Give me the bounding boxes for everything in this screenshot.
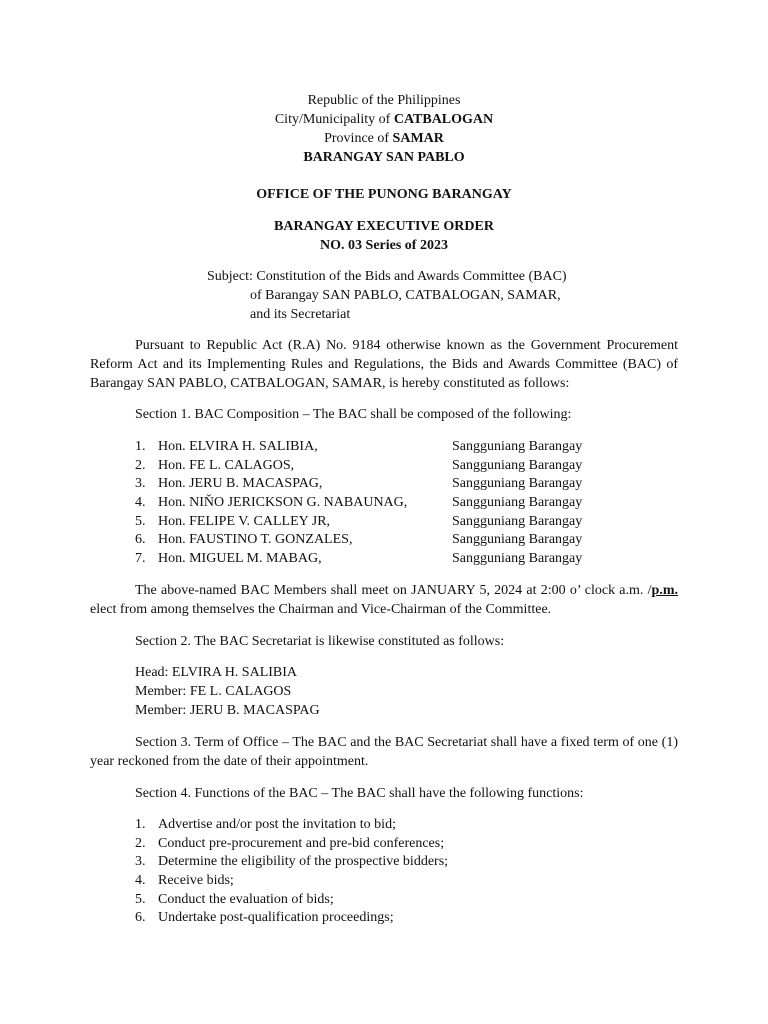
secretariat-member: Member: FE L. CALAGOS: [135, 684, 292, 699]
section-4-heading: Section 4. Functions of the BAC – The BAC shall have the following functions:: [135, 786, 584, 801]
member-position: Sangguniang Barangay: [452, 551, 583, 567]
member-position: Sangguniang Barangay: [452, 513, 583, 529]
member-row: 2. Hon. FE L. CALAGOS, Sangguniang Barangay: [135, 457, 655, 476]
member-name: Hon. FELIPE V. CALLEY JR,: [158, 513, 331, 529]
member-row: 7. Hon. MIGUEL M. MABAG, Sangguniang Barangay: [135, 550, 655, 569]
secretariat-list: [135, 663, 320, 720]
order-number: NO. 03 Series of 2023: [320, 238, 448, 253]
document-header: [0, 91, 768, 167]
header-city: City/Municipality of CATBALOGAN: [274, 112, 494, 127]
subject-line-1: Subject: Constitution of the Bids and Awards Committee (BAC): [207, 269, 567, 284]
member-name: Hon. MIGUEL M. MABAG,: [158, 551, 322, 567]
member-name: Hon. JERU B. MACASPAG,: [158, 476, 323, 492]
member-name: Hon. FAUSTINO T. GONZALES,: [158, 532, 353, 548]
header-barangay: BARANGAY SAN PABLO: [303, 150, 465, 165]
member-position: Sangguniang Barangay: [452, 532, 583, 548]
member-row: 1. Hon. ELVIRA H. SALIBIA, Sangguniang Barangay: [135, 438, 655, 457]
function-item: 2. Conduct pre-procurement and pre-bid conferences;: [135, 835, 445, 851]
member-name: Hon. NIŇO JERICKSON G. NABAUNAG,: [158, 495, 408, 511]
order-heading: [0, 217, 768, 255]
bac-functions-list: [135, 816, 655, 928]
member-row: 5. Hon. FELIPE V. CALLEY JR, Sangguniang Barangay: [135, 513, 655, 532]
pm-emphasis: p.m.: [651, 583, 678, 598]
secretariat-member: Member: JERU B. MACASPAG: [135, 703, 320, 718]
header-republic: Republic of the Philippines: [307, 93, 461, 108]
section-3-paragraph: Section 3. Term of Office – The BAC and the BAC Secretariat shall have a fixed term of one (1) year reckoned from the date of their appointment.: [90, 735, 678, 769]
function-item: 3. Determine the eligibility of the prospective bidders;: [135, 854, 449, 870]
bac-members-list: [135, 438, 655, 569]
member-row: 4. Hon. NIŇO JERICKSON G. NABAUNAG, Sangguniang Barangay: [135, 494, 655, 513]
member-row: 3. Hon. JERU B. MACASPAG, Sangguniang Barangay: [135, 475, 655, 494]
member-name: Hon. ELVIRA H. SALIBIA,: [158, 439, 318, 454]
function-item: 1. Advertise and/or post the invitation to bid;: [135, 817, 396, 832]
section-2-heading: Section 2. The BAC Secretariat is likewise constituted as follows:: [135, 634, 505, 649]
function-item: 4. Receive bids;: [135, 873, 234, 889]
subject-line-2: of Barangay SAN PABLO, CATBALOGAN, SAMAR,: [250, 288, 561, 303]
member-position: Sangguniang Barangay: [452, 457, 583, 473]
function-item: 5. Conduct the evaluation of bids;: [135, 891, 334, 907]
header-province: Province of SAMAR: [324, 131, 444, 146]
office-title: OFFICE OF THE PUNONG BARANGAY: [256, 187, 512, 202]
function-item: 6. Undertake post-qualification proceedings;: [135, 910, 394, 926]
subject-line-3: and its Secretariat: [250, 307, 351, 322]
secretariat-head: Head: ELVIRA H. SALIBIA: [135, 665, 298, 680]
member-position: Sangguniang Barangay: [452, 476, 583, 492]
order-title: BARANGAY EXECUTIVE ORDER: [274, 219, 494, 234]
member-position: Sangguniang Barangay: [452, 495, 583, 511]
meeting-paragraph: The above-named BAC Members shall meet on JANUARY 5, 2024 at 2:00 o’ clock a.m. /p.m. elect from among themselves the Chairman and Vice-Chairman of the Committee.: [90, 583, 678, 617]
subject-block: [207, 267, 567, 324]
member-position: Sangguniang Barangay: [452, 439, 583, 454]
section-1-heading: Section 1. BAC Composition – The BAC shall be composed of the following:: [135, 407, 572, 422]
member-name: Hon. FE L. CALAGOS,: [158, 457, 295, 473]
pursuant-paragraph: Pursuant to Republic Act (R.A) No. 9184 otherwise known as the Government Procurement Reform Act and its Implementing Rules and Regulations, the Bids and Awards Committee (BAC) of Barangay SAN PABLO, CATBALOGAN, SAMAR, is hereby constituted as follows:: [90, 338, 678, 391]
member-row: 6. Hon. FAUSTINO T. GONZALES, Sangguniang Barangay: [135, 531, 655, 550]
